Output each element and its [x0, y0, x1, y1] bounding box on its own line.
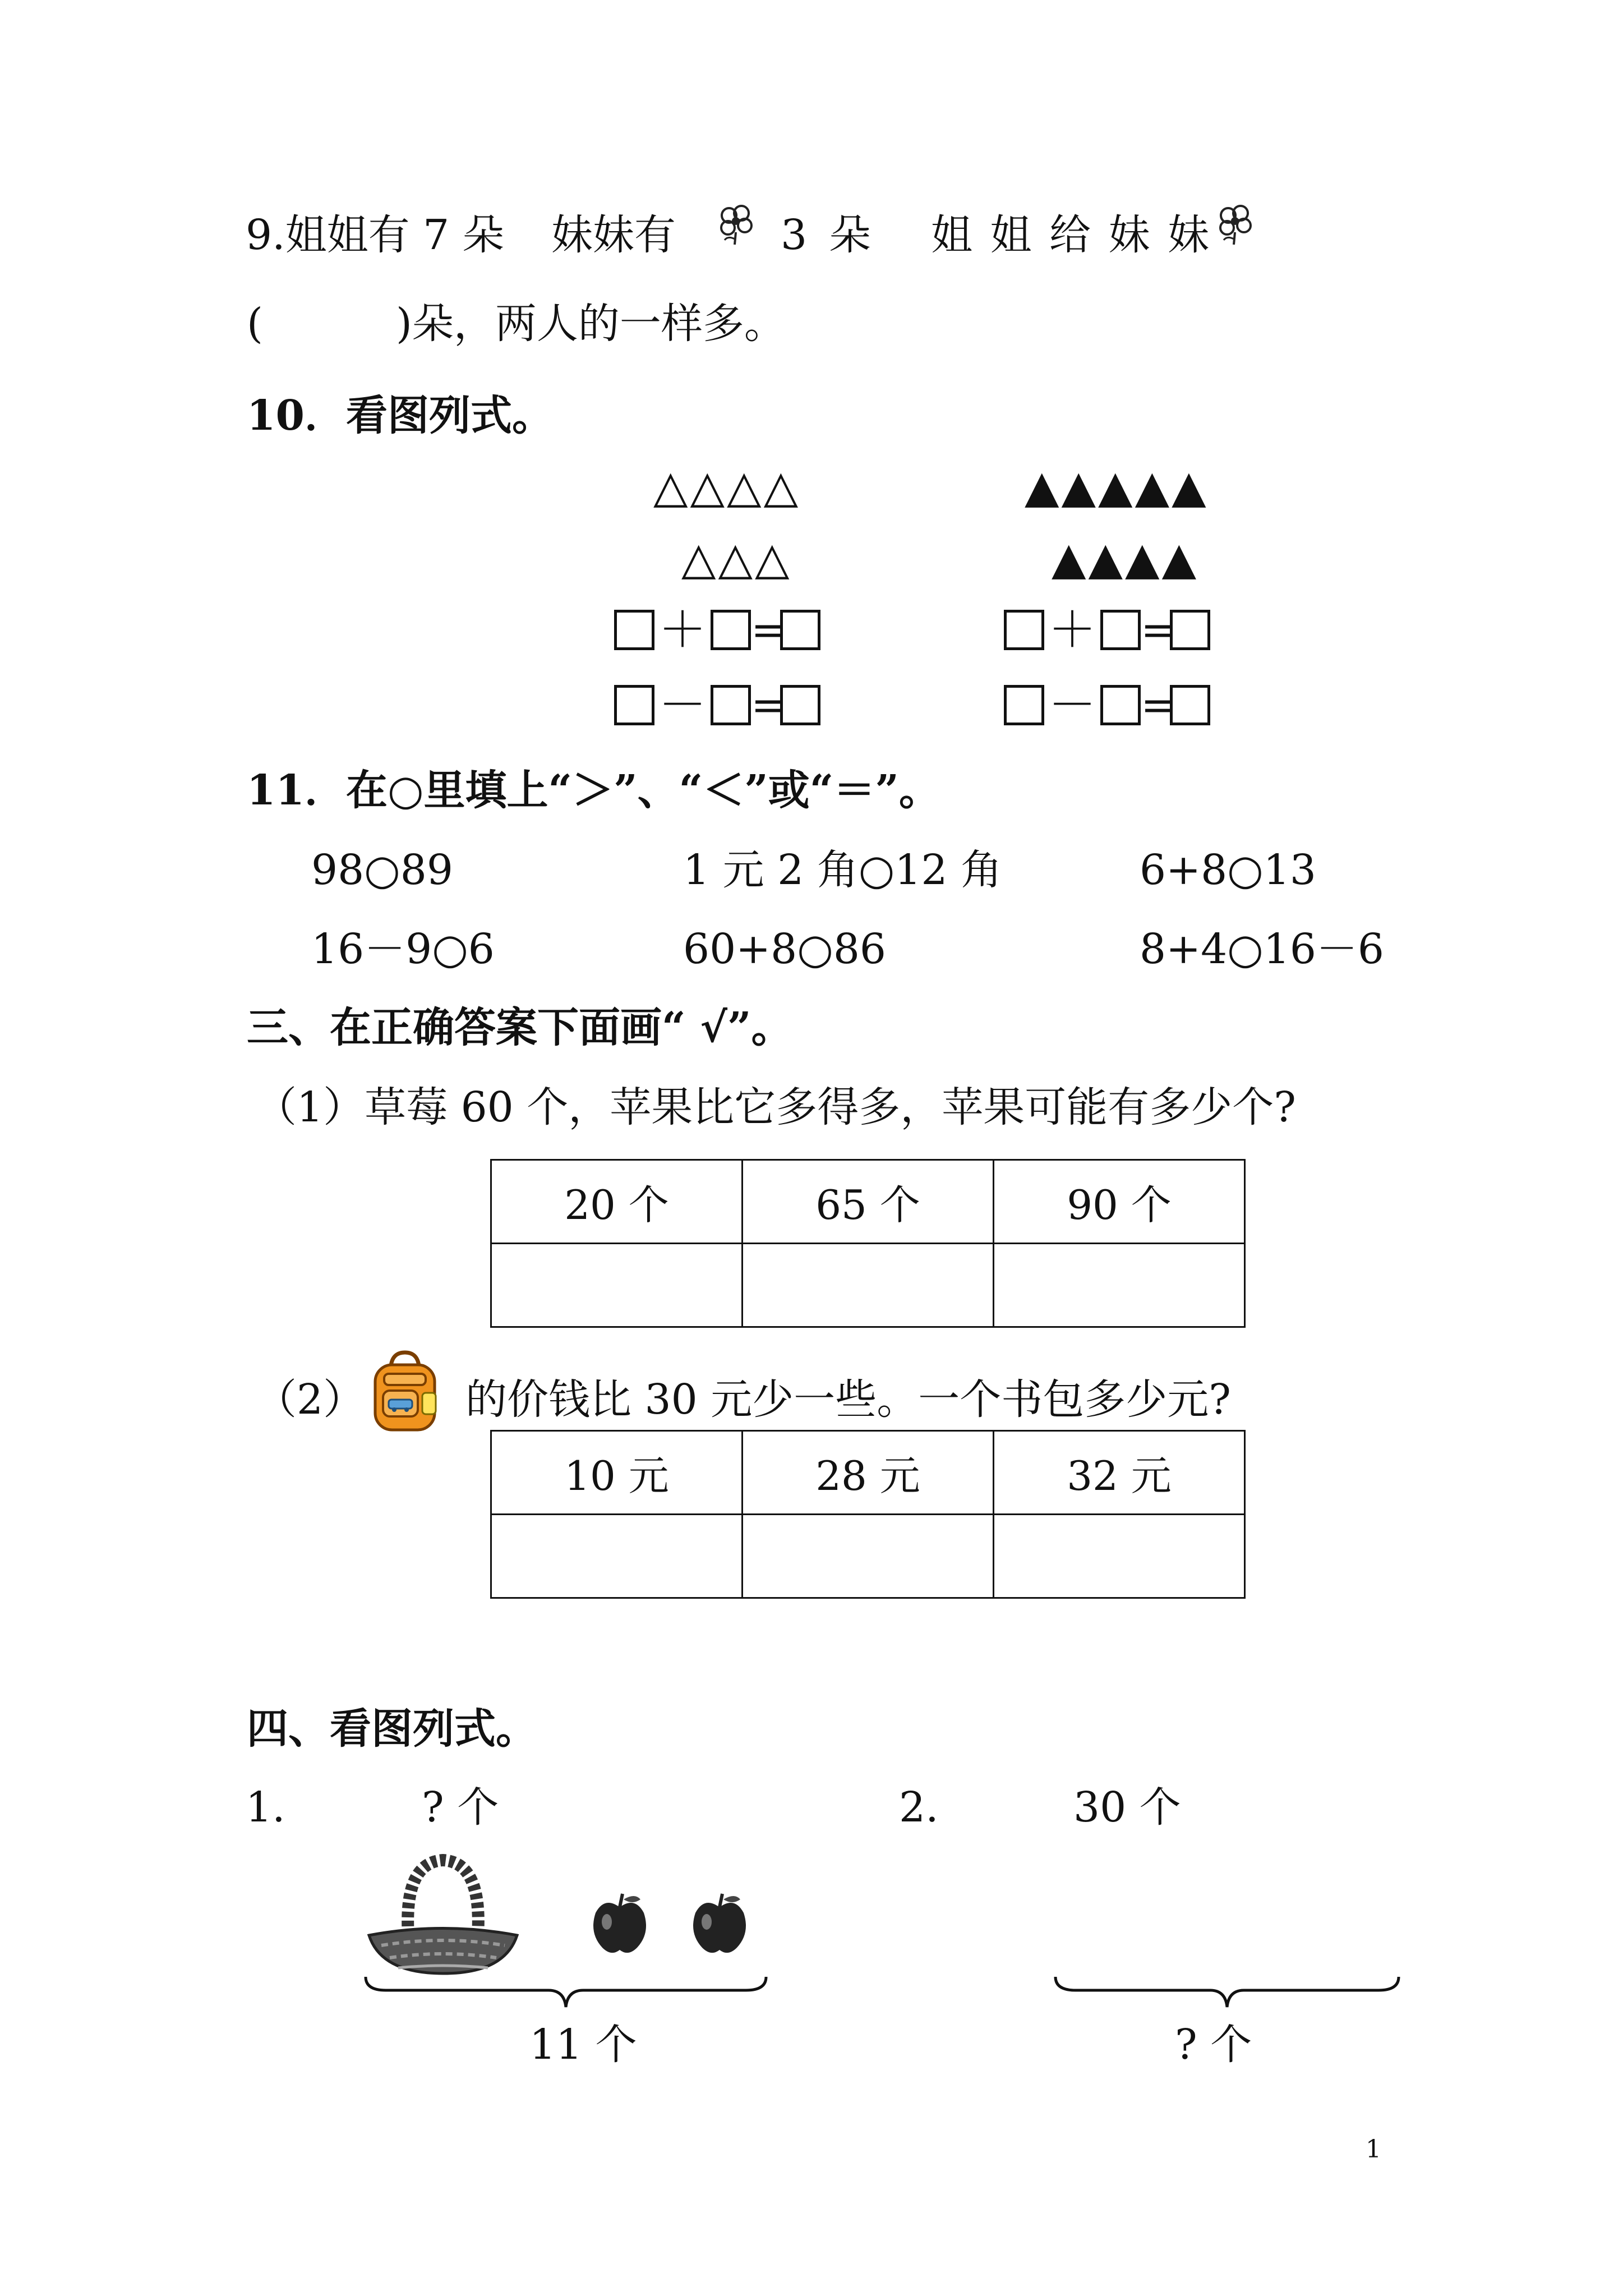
q11-item[interactable]: 1 元 2 角○12 角: [683, 846, 1002, 894]
answer-box[interactable]: [780, 610, 820, 650]
basket-icon: [365, 1851, 522, 1977]
q10-equation-left-add: [614, 602, 820, 658]
answer-box[interactable]: [1170, 685, 1210, 725]
minus-sign: －: [658, 677, 707, 733]
section3-q1-text: （1）草莓 60 个，苹果比它多得多，苹果可能有多少个?: [255, 1083, 1296, 1131]
answer-box[interactable]: [1004, 685, 1044, 725]
section4-problem1-bottom-label: 11 个: [529, 2021, 637, 2069]
brace-icon: [1053, 1973, 1401, 2013]
q10-equation-right-subtract: [1004, 677, 1210, 733]
section3-q2-label: （2）: [255, 1375, 365, 1424]
equals-sign: =: [1141, 680, 1177, 730]
q9-text-line2: )朵，两人的一样多。: [396, 300, 786, 348]
section4-problem2-number: 2.: [899, 1783, 939, 1832]
section4-problem2-bottom-label: ? 个: [1175, 2021, 1252, 2069]
answer-check-cell[interactable]: [743, 1244, 994, 1327]
answer-check-cell[interactable]: [491, 1515, 743, 1598]
q11-item[interactable]: 6+8○13: [1140, 846, 1316, 894]
flower-icon: [717, 203, 756, 247]
answer-box[interactable]: [1170, 610, 1210, 650]
q11-item[interactable]: 16－9○6: [311, 925, 495, 973]
answer-box[interactable]: [614, 685, 654, 725]
q9-text-3: 3 朵: [781, 211, 875, 259]
answer-option: 65 个: [743, 1160, 994, 1244]
equals-sign: =: [1141, 605, 1177, 655]
answer-check-cell[interactable]: [994, 1244, 1245, 1327]
answer-box[interactable]: [1100, 610, 1141, 650]
q10-title: 10．看图列式。: [247, 392, 554, 440]
answer-box[interactable]: [711, 610, 751, 650]
q11-item[interactable]: 60+8○86: [683, 925, 886, 973]
q10-left-triangles-row1: △△△△: [653, 461, 801, 513]
section3-title: 三、在正确答案下面画“ √”。: [247, 1004, 793, 1052]
answer-option: 20 个: [491, 1160, 743, 1244]
q11-item[interactable]: 8+4○16－6: [1140, 925, 1384, 973]
q10-left-triangles-row2: △△△: [681, 532, 792, 585]
q9-text-4: 姐 姐 给 妹 妹: [931, 211, 1212, 259]
equals-sign: =: [751, 605, 787, 655]
q10-right-triangles-row2: ▲▲▲▲: [1052, 532, 1199, 585]
section4-title: 四、看图列式。: [247, 1705, 537, 1753]
section4-problem1-top-label: ? 个: [422, 1783, 499, 1832]
flower-icon: [1216, 203, 1255, 247]
answer-box[interactable]: [1100, 685, 1141, 725]
section3-q2-text: 的价钱比 30 元少一些。一个书包多少元?: [465, 1375, 1231, 1424]
answer-check-cell[interactable]: [743, 1515, 994, 1598]
apple-icon: [589, 1890, 651, 1957]
answer-check-cell[interactable]: [994, 1515, 1245, 1598]
answer-box[interactable]: [1004, 610, 1044, 650]
answer-check-cell[interactable]: [491, 1244, 743, 1327]
plus-sign: ＋: [1048, 602, 1096, 658]
brace-icon: [363, 1973, 768, 2013]
page-number: 1: [1366, 2135, 1381, 2164]
section4-problem2-top-label: 30 个: [1073, 1783, 1181, 1832]
answer-option: 28 元: [743, 1431, 994, 1515]
answer-box[interactable]: [614, 610, 654, 650]
q9-text-2: 妹妹有: [551, 211, 676, 259]
q11-item[interactable]: 98○89: [311, 846, 453, 894]
q10-equation-right-add: [1004, 602, 1210, 658]
section3-q2-answer-table: [490, 1430, 1246, 1599]
apple-icon: [689, 1890, 750, 1957]
answer-option: 10 元: [491, 1431, 743, 1515]
q10-equation-left-subtract: [614, 677, 820, 733]
answer-box[interactable]: [711, 685, 751, 725]
q11-title: 11．在○里填上“＞”、“＜”或“＝”。: [247, 766, 940, 815]
plus-sign: ＋: [658, 602, 707, 658]
q9-text-1: 9.姐姐有 7 朵: [246, 211, 504, 259]
equals-sign: =: [751, 680, 787, 730]
answer-option: 90 个: [994, 1160, 1245, 1244]
section4-problem1-number: 1.: [246, 1783, 285, 1832]
section3-q1-answer-table: [490, 1159, 1246, 1328]
backpack-icon: [367, 1349, 443, 1433]
q9-blank-open: (: [247, 300, 263, 348]
answer-option: 32 元: [994, 1431, 1245, 1515]
minus-sign: －: [1048, 677, 1096, 733]
answer-box[interactable]: [780, 685, 820, 725]
q10-right-triangles-row1: ▲▲▲▲▲: [1025, 461, 1209, 513]
